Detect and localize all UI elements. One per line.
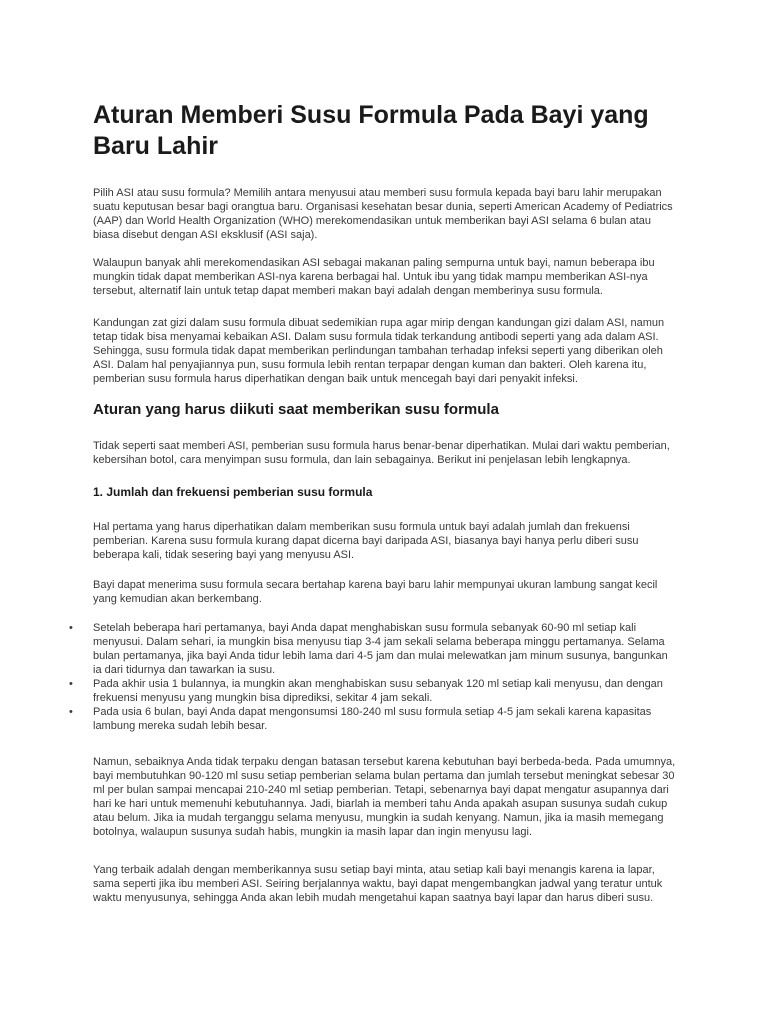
list-item xyxy=(69,705,678,733)
list-item-text: Pada akhir usia 1 bulannya, ia mungkin akan menghabiskan susu sebanyak 120 ml setiap kali menyusu, dan dengan frekuensi menyusu yang mungkin bisa diprediksi, sekitar 4 jam sekali. xyxy=(93,678,663,704)
document-page xyxy=(69,100,678,905)
section-heading: Aturan yang harus diikuti saat memberikan susu formula xyxy=(93,401,499,418)
page-title: Aturan Memberi Susu Formula Pada Bayi yang Baru Lahir xyxy=(93,101,649,160)
list-item-text: Setelah beberapa hari pertamanya, bayi Anda dapat menghabiskan susu formula sebanyak 60-90 ml setiap kali menyusui. Dalam sehari, ia mungkin bisa menyusu tiap 3-4 jam sekali selama beberapa minggu pertamanya. Selama bulan pertamanya, jika bayi Anda tidur lebih lama dari 4-5 jam dan mulai melewatkan jam minum susunya, bangunkan ia dari tidurnya dan tawarkan ia susu. xyxy=(93,622,668,676)
list-item xyxy=(69,677,678,705)
bullet-list xyxy=(69,621,678,733)
closing-paragraph-2: Yang terbaik adalah dengan memberikannya susu setiap bayi minta, atau setiap kali bayi menangis karena ia lapar, sama seperti jika ibu memberi ASI. Seiring berjalannya waktu, bayi dapat mengembangkan jadwal yang teratur untuk waktu menyusunya, sehingga Anda akan lebih mudah mengetahui kapan saatnya bayi lapar dan harus diberi susu. xyxy=(93,864,663,904)
closing-paragraph-1: Namun, sebaiknya Anda tidak terpaku dengan batasan tersebut karena kebutuhan bayi berbeda-beda. Pada umumnya, bayi membutuhkan 90-120 ml susu setiap pemberian selama bulan pertama dan jumlah tersebut meningkat sebesar 30 ml per bulan sampai mencapai 210-240 ml setiap pemberian. Tetapi, sebenarnya bayi dapat mengatur asupannya dari hari ke hari untuk memenuhi kebutuhannya. Jadi, biarlah ia memberi tahu Anda apakah asupan susunya sudah cukup atau belum. Jika ia mudah terganggu selama menyusu, mungkin ia sudah kenyang. Namun, jika ia masih memegang botolnya, walaupun susunya sudah habis, mungkin ia masih lapar dan ingin menyusu lagi. xyxy=(93,756,676,838)
list-item-text: Pada usia 6 bulan, bayi Anda dapat mengonsumsi 180-240 ml susu formula setiap 4-5 jam sekali karena kapasitas lambung mereka sudah lebih besar. xyxy=(93,706,652,732)
bullet-icon: • xyxy=(69,678,73,690)
bullet-icon: • xyxy=(69,622,73,634)
list-item xyxy=(69,621,678,677)
intro-paragraph-2: Walaupun banyak ahli merekomendasikan ASI sebagai makanan paling sempurna untuk bayi, namun beberapa ibu mungkin tidak dapat memberikan ASI-nya karena berbagai hal. Untuk ibu yang tidak mampu memberikan ASI-nya tersebut, alternatif lain untuk tetap dapat memberi makan bayi adalah dengan memberinya susu formula. xyxy=(93,257,655,297)
section-paragraph: Tidak seperti saat memberi ASI, pemberian susu formula harus benar-benar diperhatikan. Mulai dari waktu pemberian, kebersihan botol, cara menyimpan susu formula, dan lain sebagainya. Berikut ini penjelasan lebih lengkapnya. xyxy=(93,440,670,466)
bullet-icon: • xyxy=(69,706,73,718)
subheading: 1. Jumlah dan frekuensi pemberian susu formula xyxy=(93,485,373,499)
sub-paragraph-1: Hal pertama yang harus diperhatikan dalam memberikan susu formula untuk bayi adalah jumlah dan frekuensi pemberian. Karena susu formula kurang dapat dicerna bayi daripada ASI, biasanya bayi hanya perlu diberi susu beberapa kali, tidak sesering bayi yang menyusu ASI. xyxy=(93,521,639,561)
sub-paragraph-2: Bayi dapat menerima susu formula secara bertahap karena bayi baru lahir mempunyai ukuran lambung sangat kecil yang kemudian akan berkembang. xyxy=(93,579,658,605)
intro-paragraph-1: Pilih ASI atau susu formula? Memilih antara menyusui atau memberi susu formula kepada bayi baru lahir merupakan suatu keputusan besar bagi orangtua baru. Organisasi kesehatan besar dunia, seperti American Academy of Pediatrics (AAP) dan World Health Organization (WHO) merekomendasikan untuk memberikan bayi ASI selama 6 bulan atau biasa disebut dengan ASI eksklusif (ASI saja). xyxy=(93,187,673,241)
intro-paragraph-3: Kandungan zat gizi dalam susu formula dibuat sedemikian rupa agar mirip dengan kandungan gizi dalam ASI, namun tetap tidak bisa menyamai kebaikan ASI. Dalam susu formula tidak terkandung antibodi seperti yang ada dalam ASI. Sehingga, susu formula tidak dapat memberikan perlindungan tambahan terhadap infeksi seperti yang diberikan oleh ASI. Dalam hal penyajiannya pun, susu formula lebih rentan terpapar dengan kuman dan bakteri. Oleh karena itu, pemberian susu formula harus diperhatikan dengan baik untuk mencegah bayi dari penyakit infeksi. xyxy=(93,317,665,385)
